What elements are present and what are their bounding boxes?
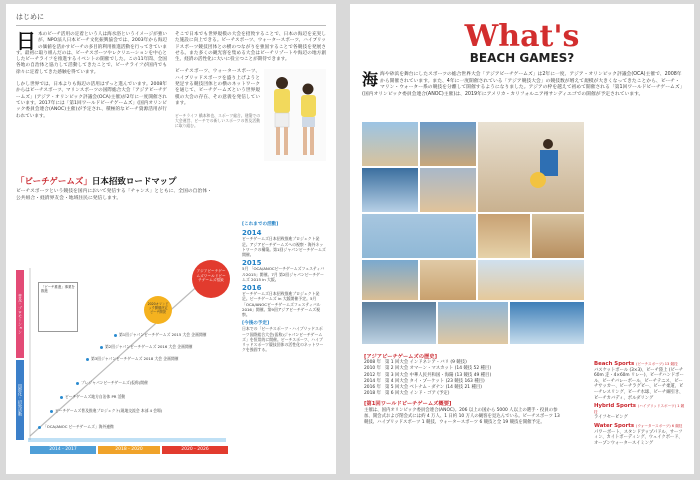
roadmap-item: [100, 344, 192, 350]
intro-text: [16, 29, 326, 161]
activity-box: [242, 222, 326, 352]
future-head: [今後の予定]: [242, 321, 270, 327]
title-whats: What's: [464, 19, 580, 54]
history-year: 2016 年: [364, 385, 381, 391]
history-year: 2012 年: [364, 372, 381, 378]
page-title: [362, 19, 682, 65]
era-band: 2020 - 2026: [162, 446, 228, 454]
goal-badge: アジアビーチゲームズワールドビーチゲームズ招致: [192, 260, 230, 298]
photo-tile: [438, 302, 508, 344]
roadmap-item: [60, 394, 125, 400]
left-page: [6, 4, 336, 474]
promo-box: 「ビーチ推進」事業を推進: [38, 282, 78, 332]
roadmap-item: [50, 408, 162, 414]
history-text: 第 5 回大会 ベトナム・ダナン (14 競技 21 種目): [384, 385, 482, 391]
intro-paragraph: ビーチスポーツ、ウォータースポーツ、ハイブリッドスポーツを盛り上げようと発足する競技団体との横のネットワークを通じて、ビーチゲームズという世界規模の大会の存在、その意義を発信しています。: [175, 69, 260, 106]
sports-section: [594, 359, 686, 446]
sport-category: [594, 362, 686, 368]
roadmap-item-label: 第3回ジャパンビーチゲームズ 2018 大会 企画開催: [91, 356, 179, 361]
photo-tile: [420, 260, 476, 300]
photo-tile: [478, 260, 584, 300]
roadmap-title-highlight: 「ビーチゲームズ」: [16, 177, 92, 188]
activity-head: [これまでの活動]: [242, 222, 279, 227]
roadmap-diagram: [16, 260, 236, 458]
sport-name: Water Sports: [594, 422, 635, 429]
intro-column-2: [175, 32, 326, 161]
world-head: [第1回ワールドビーチゲームズ概要]: [364, 401, 452, 408]
photo-caption: ビーチライフ 橋本和也、スポーツ総合。建築での大会運営、ビーチでの新しいスポーツの普及活動に取り組む。: [175, 113, 260, 129]
photo-tile: [420, 122, 476, 166]
activity-text: ビーチゲームズ日本招致推進プロジェクト発足。アジアビーチゲームズへの視察・海外ネットワークの構築。第1回ジャパンビーチゲームズ開催。: [242, 236, 326, 258]
section-header: はじめに: [16, 12, 326, 26]
right-page: [350, 4, 694, 474]
future-text: 日本での「ビーチスポーツ・ハイブリッドスポーツ国際総合大会(仮称)ジャパンビーチゲームズ」を恒常的に開催。ビーチスポーツ、ハイブリッドスポーツ競技団体の活性化のネットワークを強固する。: [242, 326, 324, 353]
history-head: [アジアビーチゲームズの歴史]: [364, 354, 438, 360]
photo-tile: [362, 122, 418, 166]
people-photo: [264, 69, 326, 161]
activity-year: 2015: [242, 259, 262, 268]
era-band: 2014 - 2017: [30, 446, 96, 454]
photo-tile: [362, 260, 418, 300]
axis-label-promotion: 普及・プロモーション: [16, 270, 24, 358]
sport-list: パワーボート、スタンドアップパドル、サーフィン、カイトボーディング、ウェイクボード、オープンウォータースイミング: [594, 429, 683, 446]
history-text: 第 1 回大会 インドネシア・バリ (9 競技): [384, 360, 467, 366]
roadmap-item-label: 第2回ジャパンビーチゲームズ 2016 大会 企画開催: [105, 344, 193, 349]
sport-name: Hybrid Sports: [594, 403, 637, 410]
sport-note: (ビーチスポーツ) 13 競技: [636, 362, 678, 366]
activity-text: 5月 「OCA/ANOCビーチゲームズフェスティバル2015」開催。7月 第2回ジャパンビーチゲームズ 2015 in 大阪。: [242, 266, 325, 282]
axis-label-invitation: 国際化・招致活動: [16, 360, 24, 440]
sport-list: ライフセービング: [594, 415, 628, 421]
sport-list: バスケットボール (3×3)、ビーチ陸上 (ビーチ 60m 走・4×60m リレー)、ビーチハンドボール、ビーチバレーボール、ビーチテニス、ビーチサッカー、ビーチラグビー、ビーチ柔道、ビーチレスリング、ビーチ水球、ビーチ綱引き、ビーチカバディ、ボルダリング: [594, 367, 684, 401]
intro-paragraph: そこで日本でも世界規模の大会を招致することで、日本の海辺を充実した施設に向上できる。ビーチスポーツ、ウォータースポーツ、ハイブリッドスポーツ競技団体との横のつながりを強固することで各競技を発展させる。また多くの観光客を集める大会はビーチリゾートや海辺の地方創生、経済の活性化に大いに役立つことが期待できます。: [175, 32, 326, 63]
intro-paragraph: 海や砂浜を舞台にしたスポーツの総合世界大会「アジアビーチゲームズ」は2年に一度、アジア・オリンピック評議会(OCA)主催で、2008年から開催されています。また、4年に一度開催されている「アジア競技大会」の競技数が増えて規模が大きくなってきたことから、ビーチ・マリン・ウォーター系の競技を分離して開催するようになりました。アジアの枠を越えて初めて開催される「第1回ワールドビーチゲームズ」(国内オリンピック委員会連合(ANOC)主催)は、2019年にアメリカ・カリフォルニア州サンディエゴでの開催が予定されています。: [362, 72, 683, 97]
magazine-spread: [6, 4, 694, 474]
drop-cap: 日: [16, 29, 36, 53]
photo-tile: [362, 302, 436, 344]
photo-tile: [510, 302, 584, 344]
photo-tile: [478, 214, 530, 258]
activity-text: ビーチゲームズ日本招致推進プロジェクト発足。ビーチゲームズ in 大阪開催予定。5月 「OCA/ANOCビーチゲームズフェスティバル2016」開催。第9回アジアビーチゲームズ視察。: [242, 291, 321, 318]
drop-cap: 海: [362, 70, 379, 89]
history-section: [364, 354, 564, 426]
roadmap-item-label: ビーチゲームズ普及推進プロジェクト(現地交流会 本部 4 会場): [55, 408, 163, 413]
history-year: 2010 年: [364, 366, 381, 372]
roadmap-item: [38, 424, 114, 430]
history-year: 2018 年: [364, 391, 381, 397]
photo-tile: [362, 214, 476, 258]
history-text: 第 2 回大会 オマーン・マスカット (14 競技 52 種目): [384, 366, 492, 372]
sport-name: Beach Sports: [594, 361, 635, 367]
milestone-badge: 2020オリンピック開催決定ビーチ開発: [144, 296, 172, 324]
roadmap-title-text: 日本招致ロードマップ: [91, 177, 177, 188]
history-year: 2014 年: [364, 378, 381, 384]
roadmap-item-label: 「OCA/ANOC ビーチゲームズ」海外連携: [43, 424, 114, 429]
photo-tile: [532, 214, 584, 258]
photo-tile: [420, 168, 476, 212]
roadmap-subtitle: ビーチスポーツという競技を国内において発信する「チャンス」とともに、全国の自治体・公共組合・経済界友会・地域住民に発信します。: [16, 189, 212, 201]
roadmap-item-label: ビーチゲームズ地方自治体 PR 活動: [65, 394, 126, 399]
intro-text: [362, 72, 682, 98]
history-text: 第 6 回大会 インド・ゴア (予定): [384, 391, 450, 397]
intro-column-1: [16, 29, 167, 161]
sport-category: [594, 404, 686, 415]
roadmap-item-label: プレジャパンビーチゲームズ(仮称)開催: [81, 380, 148, 385]
era-band: 2018 - 2020: [98, 446, 160, 454]
roadmap-item: [76, 380, 148, 386]
activity-year: 2016: [242, 284, 262, 293]
history-text: 第 4 回大会 タイ・プーケット (23 競技 163 種目): [384, 378, 485, 384]
photo-tile: [478, 122, 584, 212]
history-text: 第 3 回大会 中華人民共和国・海陽 (13 競技 49 種目): [384, 372, 492, 378]
intro-paragraph: 本のビーチ活用の定着という人は海水浴というイメージが強いが、NPO法人日本ビーチ文化振興協会では、2003年から海辺の価値を活かすビーチの多目的利用推進活動を行ってきています。最初に取り組んだのは、ビーチスポーツやレクリエーションを中心としたビーチライフを推進するイベントの開催でした。この11年間、全国各地の自治体と協力して活動してきたことで、ビーチライフが国内でも徐々に定着してきた感触を得ています。: [16, 32, 167, 75]
photo-collage: [362, 122, 584, 344]
roadmap-item-label: 第1回ジャパンビーチゲームズ 2015 大会 企画開催: [119, 332, 207, 337]
title-beach-games: BEACH GAMES?: [469, 51, 575, 65]
activity-year: 2014: [242, 229, 262, 238]
roadmap-item: [86, 356, 178, 362]
roadmap-title: [16, 175, 326, 187]
photo-tile: [362, 168, 418, 212]
sport-note: (ウォータースポーツ) 6 競技: [635, 423, 683, 428]
sport-category: [594, 424, 686, 430]
world-text: 主催は、国内オリンピック委員会連合(ANOC)。206 以上の国から 5000 人以上の選手・役員の参加、開会式および閉会式には約 4 万人、1 日約 10 万人の観客を見込んでいる。ビーチスポーツ 13 競技、ハイブリッドスポーツ 1 競技、ウォータースポーツ 6 競技と全 19 競技を開催予定。: [364, 407, 560, 426]
history-year: 2008 年: [364, 360, 381, 366]
roadmap-item: [114, 332, 206, 338]
history-row: [364, 391, 564, 397]
sport-note: (ハイブリッドスポーツ) 1 競技: [594, 404, 685, 414]
intro-paragraph: しかし世界では、日本よりも海辺の活用はずっと進んでいます。2008年からはビーチスポーツ、マリンスポーツの国際総合大会「アジアビーチゲームズ」(アジア・オリンピック評議会(OCA)主催)が2年に一度開催されています。2017年には「第1回ワールドビーチゲームズ」(国内オリンピック委員会連合(ANOC)主催)が予定され、積極的なビーチ資源活用が行われています。: [16, 82, 167, 119]
